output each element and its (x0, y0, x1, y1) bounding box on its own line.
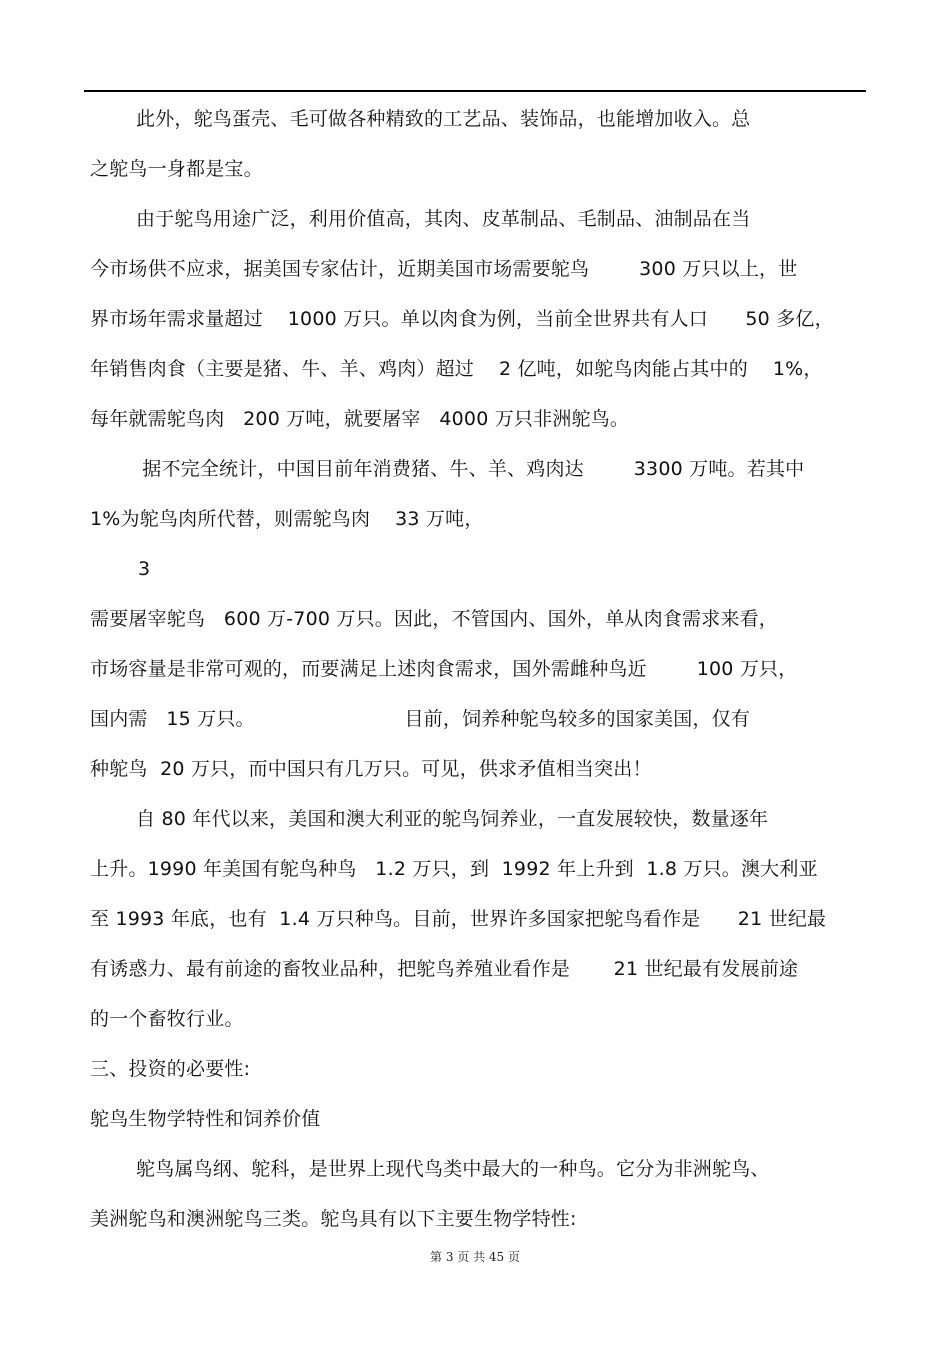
text-line: 需要屠宰鸵鸟 600 万-700 万只。因此，不管国内、国外，单从肉食需求来看， (90, 608, 778, 630)
header-rule (84, 90, 866, 92)
text-line: 此外，鸵鸟蛋壳、毛可做各种精致的工艺品、装饰品，也能增加收入。总 (136, 108, 751, 130)
text-line: 种鸵鸟 20 万只，而中国只有几万只。可见，供求矛值相当突出！ (90, 758, 652, 780)
text-line: 每年就需鸵鸟肉 200 万吨，就要屠宰 4000 万只非洲鸵鸟。 (90, 408, 630, 430)
text-line: 自 80 年代以来，美国和澳大利亚的鸵鸟饲养业，一直发展较快，数量逐年 (136, 808, 769, 830)
section-heading: 三、投资的必要性: (90, 1058, 251, 1080)
text-line: 美洲鸵鸟和澳洲鸵鸟三类。鸵鸟具有以下主要生物学特性: (90, 1208, 577, 1230)
text-line: 市场容量是非常可观的，而要满足上述肉食需求，国外需雌种鸟近 100 万只， (90, 658, 798, 680)
subsection-heading: 鸵鸟生物学特性和饲养价值 (90, 1108, 321, 1130)
text-line: 今市场供不应求，据美国专家估计，近期美国市场需要鸵鸟 300 万只以上，世 (90, 258, 798, 280)
text-line: 有诱惑力、最有前途的畜牧业品种，把鸵鸟养殖业看作是 21 世纪最有发展前途 (90, 958, 799, 980)
text-line: 据不完全统计，中国目前年消费猪、牛、羊、鸡肉达 3300 万吨。若其中 (136, 458, 805, 480)
text-line: 鸵鸟属鸟纲、鸵科，是世界上现代鸟类中最大的一种鸟。它分为非洲鸵鸟、 (136, 1158, 770, 1180)
text-line: 1%为鸵鸟肉所代替，则需鸵鸟肉 33 万吨， (90, 508, 484, 530)
text-line: 年销售肉食（主要是猪、牛、羊、鸡肉）超过 2 亿吨，如鸵鸟肉能占其中的 1%， (90, 358, 823, 380)
text-line: 界市场年需求量超过 1000 万只。单以肉食为例，当前全世界共有人口 50 多亿， (90, 308, 834, 330)
text-line: 国内需 15 万只。 目前，饲养种鸵鸟较多的国家美国，仅有 (90, 708, 751, 730)
text-line: 的一个畜牧行业。 (90, 1008, 244, 1030)
text-line: 之鸵鸟一身都是宝。 (90, 158, 263, 180)
text-line: 上升。1990 年美国有鸵鸟种鸟 1.2 万只，到 1992 年上升到 1.8 万只。澳大利亚 (90, 858, 818, 880)
text-line: 至 1993 年底，也有 1.4 万只种鸟。目前，世界许多国家把鸵鸟看作是 21 世纪最 (90, 908, 827, 930)
page-number-footer: 第 3 页 共 45 页 (430, 1250, 520, 1264)
text-line: 3 (138, 558, 151, 580)
text-line: 由于鸵鸟用途广泛，利用价值高，其肉、皮革制品、毛制品、油制品在当 (136, 208, 751, 230)
